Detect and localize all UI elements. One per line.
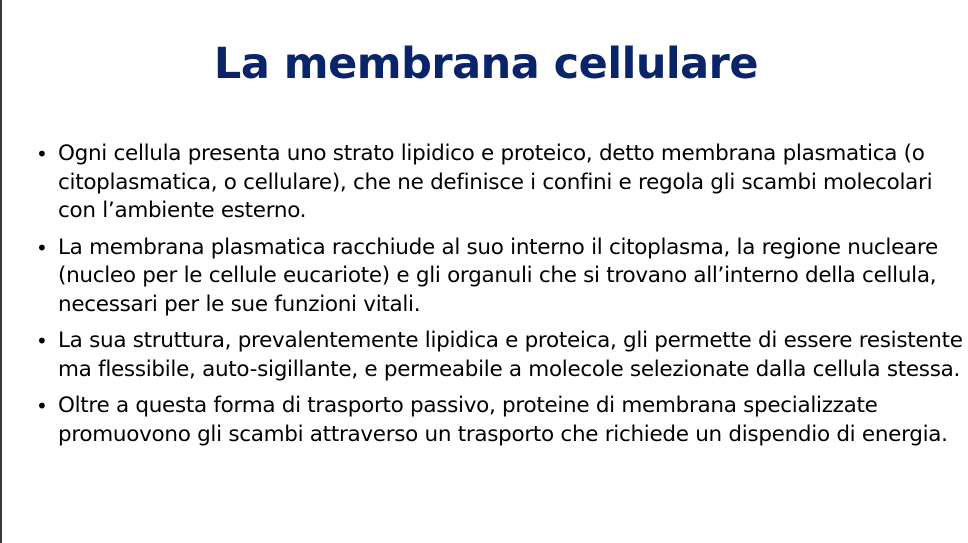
bullet-marker-icon: • — [36, 142, 48, 166]
bullet-marker-icon: • — [36, 394, 48, 418]
bullet-item — [32, 392, 964, 449]
bullet-text: La membrana plasmatica racchiude al suo interno il citoplasma, la regione nucleare (nucleo per le cellule eucariote) e gli organuli che si trovano all’interno della cellula, necessari per le sue funzioni vitali. — [58, 234, 938, 317]
bullet-item — [32, 327, 964, 384]
bullet-item — [32, 234, 964, 320]
bullet-marker-icon: • — [36, 235, 48, 260]
bullet-item — [32, 140, 964, 226]
bullet-text: Oltre a questa forma di trasporto passivo, proteine di membrana specializzate promuovono gli scambi attraverso un trasporto che richiede un dispendio di energia. — [58, 393, 948, 447]
bullet-list — [32, 140, 964, 457]
bullet-marker-icon: • — [36, 329, 48, 353]
slide-title: La membrana cellulare — [213, 39, 759, 89]
bullet-text: Ogni cellula presenta uno strato lipidico e proteico, detto membrana plasmatica (o citoplasmatica, o cellulare), che ne definisce i confini e regola gli scambi molecolari con l’ambiente esterno. — [58, 141, 933, 223]
bullet-text: La sua struttura, prevalentemente lipidica e proteica, gli permette di essere resistente ma flessibile, auto-sigillante, e permeabile a molecole selezionate dalla cellula stessa. — [58, 328, 963, 382]
